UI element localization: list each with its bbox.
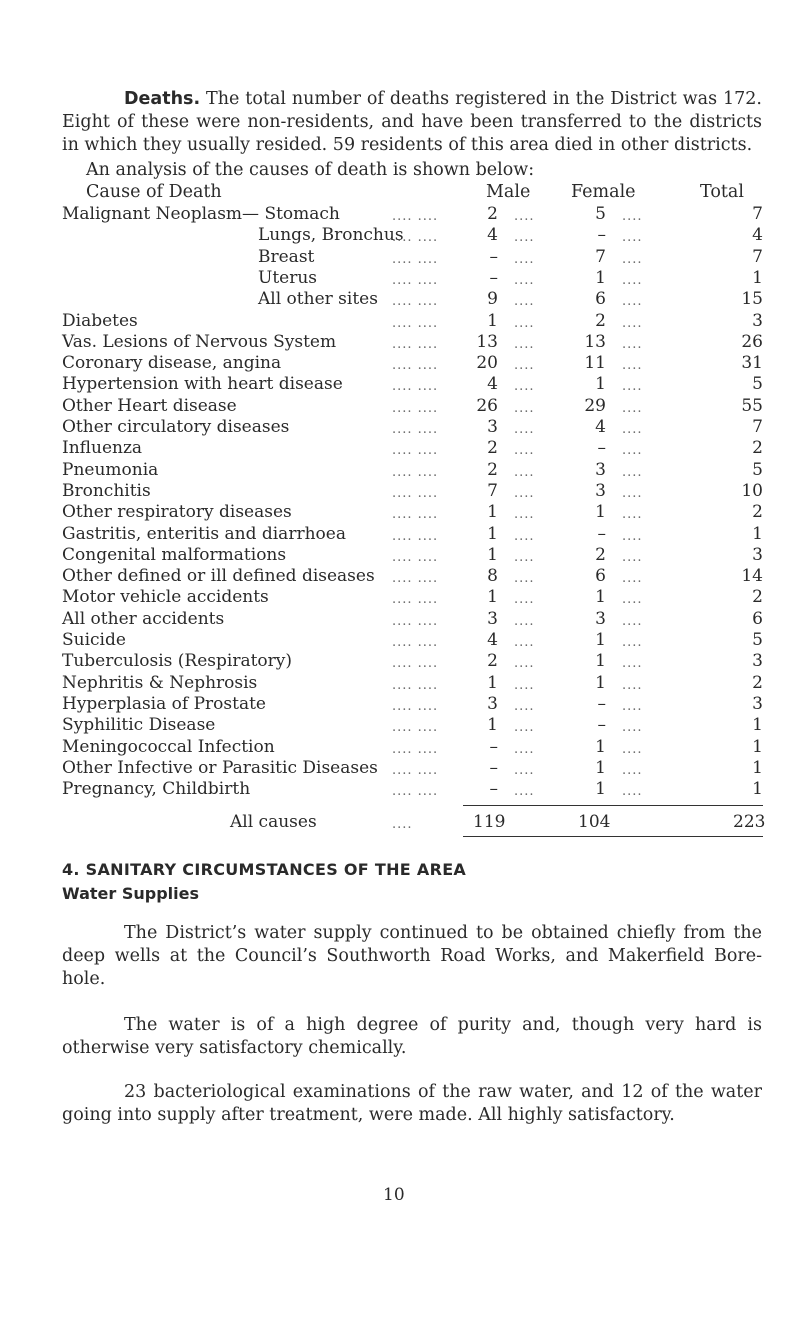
leader-dots: .... [622, 720, 643, 736]
total-count: 2 [752, 438, 763, 459]
leader-dots: .... [622, 251, 643, 267]
table-row [0, 673, 801, 695]
female-count: 1 [595, 757, 606, 778]
leader-dots: .... [622, 571, 643, 587]
leader-dots: .... .... [392, 251, 439, 267]
leader-dots: .... .... [392, 400, 439, 416]
total-count: 3 [752, 651, 763, 672]
water-paragraph-2: The water is of a high degree of purity and, though very hard is otherwise very satisfactory chemically. [62, 1015, 762, 1058]
leader-dots: .... .... [392, 209, 439, 224]
deaths-paragraph [62, 88, 762, 157]
leader-dots: .... [514, 464, 535, 480]
total-count: 1 [752, 267, 763, 288]
male-count: 1 [487, 310, 498, 331]
leader-dots: .... [622, 613, 643, 629]
leader-dots: .... .... [392, 762, 439, 778]
table-row [0, 545, 801, 567]
leader-dots: .... [514, 613, 535, 629]
cause-label: Lungs, Bronchus [258, 225, 404, 246]
leader-dots: .... .... [392, 741, 439, 757]
total-count: 7 [752, 204, 763, 224]
cause-label: Bronchitis [62, 480, 151, 501]
water-paragraph-1: The District’s water supply continued to be obtained chiefly from the deep wells at the Council’s Southworth Road Works, and Makerfield Bore-hole. [62, 923, 762, 989]
cause-label: Other Infective or Parasitic Diseases [62, 757, 378, 778]
total-count: 55 [741, 395, 763, 416]
leader-dots: .... .... [392, 379, 439, 395]
total-count: 3 [752, 310, 763, 331]
leader-dots: .... [514, 571, 535, 587]
leader-dots: .... [622, 464, 643, 480]
female-count: 3 [595, 480, 606, 501]
totals-bottom-rule [463, 836, 763, 837]
total-count: 5 [752, 459, 763, 480]
table-row [0, 396, 801, 418]
leader-dots: .... .... [392, 294, 439, 310]
leader-dots: .... .... [392, 230, 439, 246]
leader-dots: .... [514, 443, 535, 459]
total-count: 10 [741, 480, 763, 501]
leader-dots: .... [514, 592, 535, 608]
leader-dots: .... [622, 549, 643, 565]
cause-label: Coronary disease, angina [62, 353, 282, 374]
leader-dots: .... [514, 315, 535, 331]
male-count: 1 [487, 587, 498, 608]
male-count: 2 [487, 438, 498, 459]
cause-label: Tuberculosis (Respiratory) [62, 651, 293, 672]
leader-dots: .... [622, 485, 643, 501]
female-count: 1 [595, 267, 606, 288]
male-count: – [489, 736, 498, 757]
table-row [0, 715, 801, 737]
leader-dots: .... .... [392, 528, 439, 544]
leader-dots: .... [622, 209, 643, 224]
leader-dots: .... .... [392, 677, 439, 693]
table-row [0, 417, 801, 439]
leader-dots: .... .... [392, 613, 439, 629]
male-count: 26 [476, 395, 498, 416]
leader-dots: .... .... [392, 336, 439, 352]
leader-dots: .... [392, 817, 413, 832]
table-row [0, 460, 801, 482]
male-count: 8 [487, 566, 498, 587]
table-row [0, 630, 801, 652]
cause-label: Other defined or ill defined diseases [62, 566, 375, 587]
leader-dots: .... [514, 720, 535, 736]
leader-dots: .... .... [392, 485, 439, 501]
male-count: – [489, 757, 498, 778]
leader-dots: .... [622, 762, 643, 778]
female-count: – [597, 438, 606, 459]
header-male: Male [486, 182, 531, 202]
table-row [0, 502, 801, 524]
table-row [0, 758, 801, 780]
female-count: 4 [595, 417, 606, 437]
cause-label: Other circulatory diseases [62, 417, 290, 437]
cause-label: Uterus [258, 267, 318, 288]
female-count: 6 [595, 289, 606, 310]
female-count: 1 [595, 374, 606, 395]
leader-dots: .... [622, 315, 643, 331]
leader-dots: .... [514, 358, 535, 374]
female-count: 11 [584, 353, 606, 374]
female-count: 3 [595, 608, 606, 629]
leader-dots: .... [514, 635, 535, 650]
male-count: 1 [487, 715, 498, 736]
total-count: 2 [752, 587, 763, 608]
male-count: – [489, 779, 498, 800]
male-count: 1 [487, 544, 498, 565]
table-row [0, 204, 801, 226]
leader-dots: .... [514, 741, 535, 757]
leader-dots: .... [514, 507, 535, 523]
table-row [0, 566, 801, 588]
totals-top-rule [463, 805, 763, 806]
leader-dots: .... [514, 379, 535, 395]
female-count: 1 [595, 672, 606, 693]
male-count: 3 [487, 693, 498, 714]
female-count: 29 [584, 395, 606, 416]
male-count: 2 [487, 204, 498, 224]
leader-dots: .... [514, 656, 535, 672]
leader-dots: .... [514, 528, 535, 544]
leader-dots: .... [622, 677, 643, 693]
male-count: 3 [487, 608, 498, 629]
leader-dots: .... [622, 656, 643, 672]
female-count: – [597, 523, 606, 544]
male-count: 2 [487, 459, 498, 480]
female-count: 1 [595, 736, 606, 757]
leader-dots: .... [514, 272, 535, 288]
total-count: 15 [741, 289, 763, 310]
leader-dots: .... .... [392, 592, 439, 608]
leader-dots: .... [622, 635, 643, 650]
cause-label: All other accidents [62, 608, 225, 629]
leader-dots: .... [622, 294, 643, 310]
leader-dots: .... .... [392, 358, 439, 374]
total-count: 7 [752, 246, 763, 267]
leader-dots: .... .... [392, 784, 439, 800]
table-row [0, 268, 801, 290]
female-count: 1 [595, 779, 606, 800]
leader-dots: .... [514, 251, 535, 267]
leader-dots: .... .... [392, 443, 439, 459]
total-count: 1 [752, 715, 763, 736]
leader-dots: .... [514, 400, 535, 416]
table-row [0, 225, 801, 247]
leader-dots: .... [622, 592, 643, 608]
leader-dots: .... .... [392, 656, 439, 672]
leader-dots: .... [622, 230, 643, 246]
leader-dots: .... [514, 336, 535, 352]
leader-dots: .... .... [392, 272, 439, 288]
total-count: 4 [752, 225, 763, 246]
table-row [0, 289, 801, 311]
cause-label: Pregnancy, Childbirth [62, 779, 251, 800]
leader-dots: .... [514, 677, 535, 693]
leader-dots: .... [622, 358, 643, 374]
leader-dots: .... [622, 784, 643, 800]
cause-label: Syphilitic Disease [62, 715, 216, 736]
cause-label: Other respiratory diseases [62, 502, 292, 523]
table-row [0, 374, 801, 396]
leader-dots: .... [622, 422, 643, 437]
header-female: Female [571, 182, 636, 202]
totals-total: 223 [733, 812, 766, 832]
cause-label: Hyperplasia of Prostate [62, 693, 266, 714]
total-count: 1 [752, 736, 763, 757]
total-count: 3 [752, 544, 763, 565]
leader-dots: .... [622, 272, 643, 288]
total-count: 31 [741, 353, 763, 374]
female-count: 1 [595, 651, 606, 672]
male-count: 9 [487, 289, 498, 310]
leader-dots: .... [514, 698, 535, 714]
leader-dots: .... [514, 762, 535, 778]
totals-label: All causes [230, 812, 317, 832]
cause-label: Pneumonia [62, 459, 159, 480]
leader-dots: .... .... [392, 464, 439, 480]
leader-dots: .... .... [392, 549, 439, 565]
leader-dots: .... [622, 400, 643, 416]
cause-label: Suicide [62, 630, 126, 650]
cause-label: Gastritis, enteritis and diarrhoea [62, 523, 346, 544]
female-count: 2 [595, 310, 606, 331]
leader-dots: .... [514, 784, 535, 800]
table-row [0, 353, 801, 375]
table-row [0, 524, 801, 546]
deaths-text: The total number of deaths registered in the District was 172. Eight of these were non-residents, and have been transferred to the districts in which they usually resided. 59 residents of this area died in other districts. [62, 89, 762, 155]
total-count: 14 [741, 566, 763, 587]
leader-dots: .... [622, 336, 643, 352]
male-count: 4 [487, 630, 498, 650]
table-row [0, 247, 801, 269]
male-count: 1 [487, 502, 498, 523]
total-count: 5 [752, 374, 763, 395]
table-row [0, 332, 801, 354]
male-count: – [489, 267, 498, 288]
table-row [0, 481, 801, 503]
female-count: 1 [595, 587, 606, 608]
table-row [0, 694, 801, 716]
male-count: 2 [487, 651, 498, 672]
page-number: 10 [383, 1185, 405, 1205]
cause-label: Malignant Neoplasm— Stomach [62, 204, 340, 224]
totals-male: 119 [473, 812, 506, 832]
table-row [0, 587, 801, 609]
male-count: 3 [487, 417, 498, 437]
cause-label: Meningococcal Infection [62, 736, 275, 757]
cause-label: Other Heart disease [62, 395, 237, 416]
leader-dots: .... .... [392, 635, 439, 650]
analysis-intro: An analysis of the causes of death is shown below: [86, 160, 535, 180]
leader-dots: .... [622, 443, 643, 459]
section-subtitle: Water Supplies [62, 884, 199, 903]
female-count: 5 [595, 204, 606, 224]
female-count: 3 [595, 459, 606, 480]
water-paragraph-3: 23 bacteriological examinations of the raw water, and 12 of the water going into supply after treatment, were made. All highly satisfactory. [62, 1082, 762, 1125]
cause-label: Motor vehicle accidents [62, 587, 269, 608]
table-row [0, 438, 801, 460]
section-title: 4. SANITARY CIRCUMSTANCES OF THE AREA [62, 860, 467, 879]
male-count: – [489, 246, 498, 267]
female-count: – [597, 693, 606, 714]
total-count: 1 [752, 757, 763, 778]
cause-label: Influenza [62, 438, 143, 459]
female-count: 7 [595, 246, 606, 267]
total-count: 3 [752, 693, 763, 714]
male-count: 20 [476, 353, 498, 374]
female-count: – [597, 225, 606, 246]
leader-dots: .... .... [392, 571, 439, 587]
leader-dots: .... [514, 294, 535, 310]
female-count: 6 [595, 566, 606, 587]
male-count: 7 [487, 480, 498, 501]
leader-dots: .... [514, 230, 535, 246]
female-count: 2 [595, 544, 606, 565]
leader-dots: .... .... [392, 422, 439, 437]
cause-label: Vas. Lesions of Nervous System [62, 331, 337, 352]
table-row [0, 651, 801, 673]
cause-label: Hypertension with heart disease [62, 374, 343, 395]
cause-label: Breast [258, 246, 315, 267]
cause-label: Diabetes [62, 310, 138, 331]
total-count: 1 [752, 779, 763, 800]
leader-dots: .... [622, 528, 643, 544]
cause-label: Congenital malformations [62, 544, 287, 565]
table-row [0, 737, 801, 759]
male-count: 13 [476, 331, 498, 352]
female-count: 1 [595, 630, 606, 650]
female-count: 13 [584, 331, 606, 352]
deaths-lead: Deaths. [124, 89, 201, 109]
leader-dots: .... [514, 549, 535, 565]
leader-dots: .... [514, 422, 535, 437]
header-cause: Cause of Death [86, 182, 222, 202]
total-count: 26 [741, 331, 763, 352]
male-count: 4 [487, 225, 498, 246]
leader-dots: .... [622, 379, 643, 395]
table-row [0, 779, 801, 801]
leader-dots: .... .... [392, 720, 439, 736]
total-count: 2 [752, 502, 763, 523]
total-count: 5 [752, 630, 763, 650]
table-row [0, 609, 801, 631]
male-count: 4 [487, 374, 498, 395]
leader-dots: .... [622, 698, 643, 714]
total-count: 6 [752, 608, 763, 629]
leader-dots: .... [622, 507, 643, 523]
leader-dots: .... .... [392, 507, 439, 523]
table-row [0, 311, 801, 333]
leader-dots: .... .... [392, 315, 439, 331]
totals-female: 104 [578, 812, 611, 832]
leader-dots: .... [622, 741, 643, 757]
male-count: 1 [487, 672, 498, 693]
leader-dots: .... [514, 209, 535, 224]
total-count: 7 [752, 417, 763, 437]
totals-line [0, 812, 801, 834]
total-count: 1 [752, 523, 763, 544]
total-count: 2 [752, 672, 763, 693]
female-count: – [597, 715, 606, 736]
cause-label: Nephritis & Nephrosis [62, 672, 258, 693]
cause-label: All other sites [258, 289, 378, 310]
female-count: 1 [595, 502, 606, 523]
male-count: 1 [487, 523, 498, 544]
header-total: Total [700, 182, 744, 202]
leader-dots: .... .... [392, 698, 439, 714]
leader-dots: .... [514, 485, 535, 501]
